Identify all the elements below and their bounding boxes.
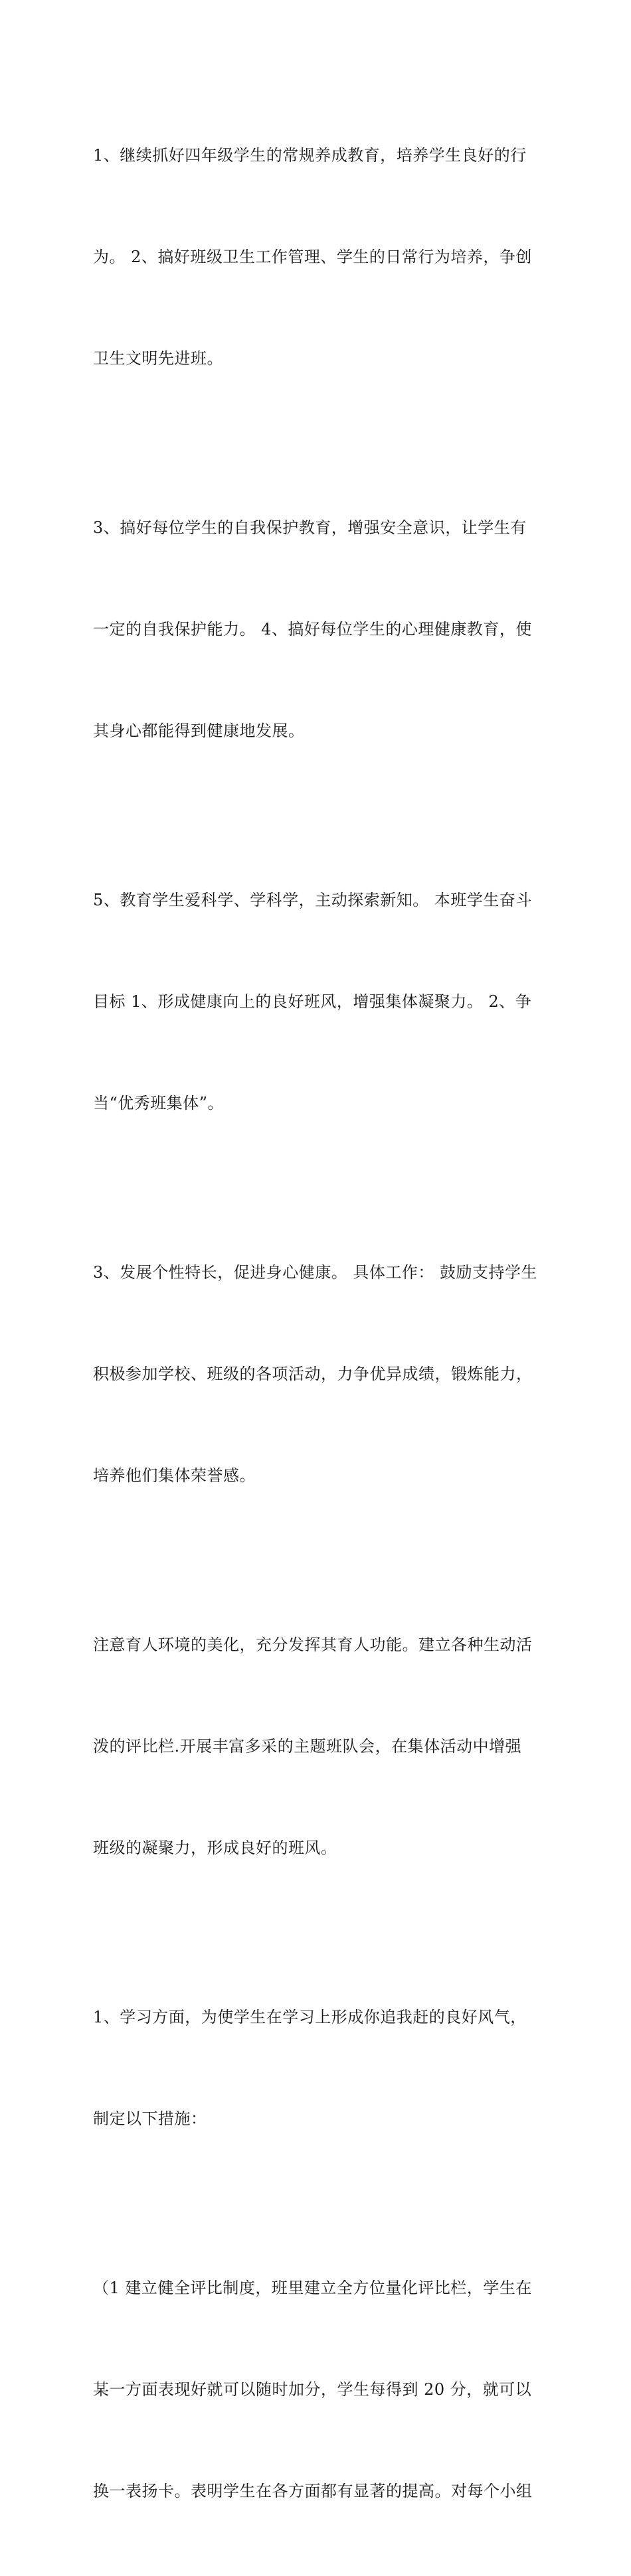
text-line: 制定以下措施： bbox=[93, 2109, 207, 2128]
text-line: 目标 1、形成健康向上的良好班风，增强集体凝聚力。 2、争 bbox=[93, 992, 532, 1011]
text-line: 1、学习方面，为使学生在学习上形成你追我赶的良好风气， bbox=[93, 2008, 527, 2026]
document-body bbox=[93, 71, 545, 2576]
text-line: 一定的自我保护能力。 4、搞好每位学生的心理健康教育，使 bbox=[93, 620, 532, 639]
text-line: 班级的凝聚力，形成良好的班风。 bbox=[93, 1839, 337, 1857]
paragraph-7 bbox=[93, 2204, 545, 2576]
text-line: 当“优秀班集体”。 bbox=[93, 1094, 225, 1112]
paragraph-1 bbox=[93, 71, 545, 443]
text-line: （1 建立健全评比制度，班里建立全方位量化评比栏，学生在 bbox=[93, 2279, 532, 2297]
paragraph-4 bbox=[93, 1188, 545, 1560]
paragraph-6 bbox=[93, 1933, 545, 2204]
text-line: 为。 2、搞好班级卫生工作管理、学生的日常行为培养，争创 bbox=[93, 248, 532, 266]
paragraph-2 bbox=[93, 443, 545, 816]
paragraph-5 bbox=[93, 1560, 545, 1933]
text-line: 某一方面表现好就可以随时加分，学生每得到 20 分，就可以 bbox=[93, 2380, 532, 2399]
text-line: 5、教育学生爱科学、学科学，主动探索新知。 本班学生奋斗 bbox=[93, 891, 532, 909]
text-line: 其身心都能得到健康地发展。 bbox=[93, 721, 305, 740]
text-line: 3、发展个性特长，促进身心健康。 具体工作： 鼓励支持学生 bbox=[93, 1263, 538, 1282]
paragraph-3 bbox=[93, 816, 545, 1188]
text-line: 1、继续抓好四年级学生的常规养成教育，培养学生良好的行 bbox=[93, 146, 527, 165]
text-line: 泼的评比栏.开展丰富多采的主题班队会，在集体活动中增强 bbox=[93, 1737, 522, 1756]
text-line: 3、搞好每位学生的自我保护教育，增强安全意识，让学生有 bbox=[93, 518, 527, 537]
text-line: 换一表扬卡。表明学生在各方面都有显著的提高。对每个小组 bbox=[93, 2482, 533, 2500]
text-line: 积极参加学校、班级的各项活动，力争优异成绩，锻炼能力， bbox=[93, 1365, 533, 1383]
text-line: 培养他们集体荣誉感。 bbox=[93, 1466, 256, 1485]
text-line: 注意育人环境的美化，充分发挥其育人功能。建立各种生动活 bbox=[93, 1635, 533, 1654]
text-line: 卫生文明先进班。 bbox=[93, 349, 223, 368]
